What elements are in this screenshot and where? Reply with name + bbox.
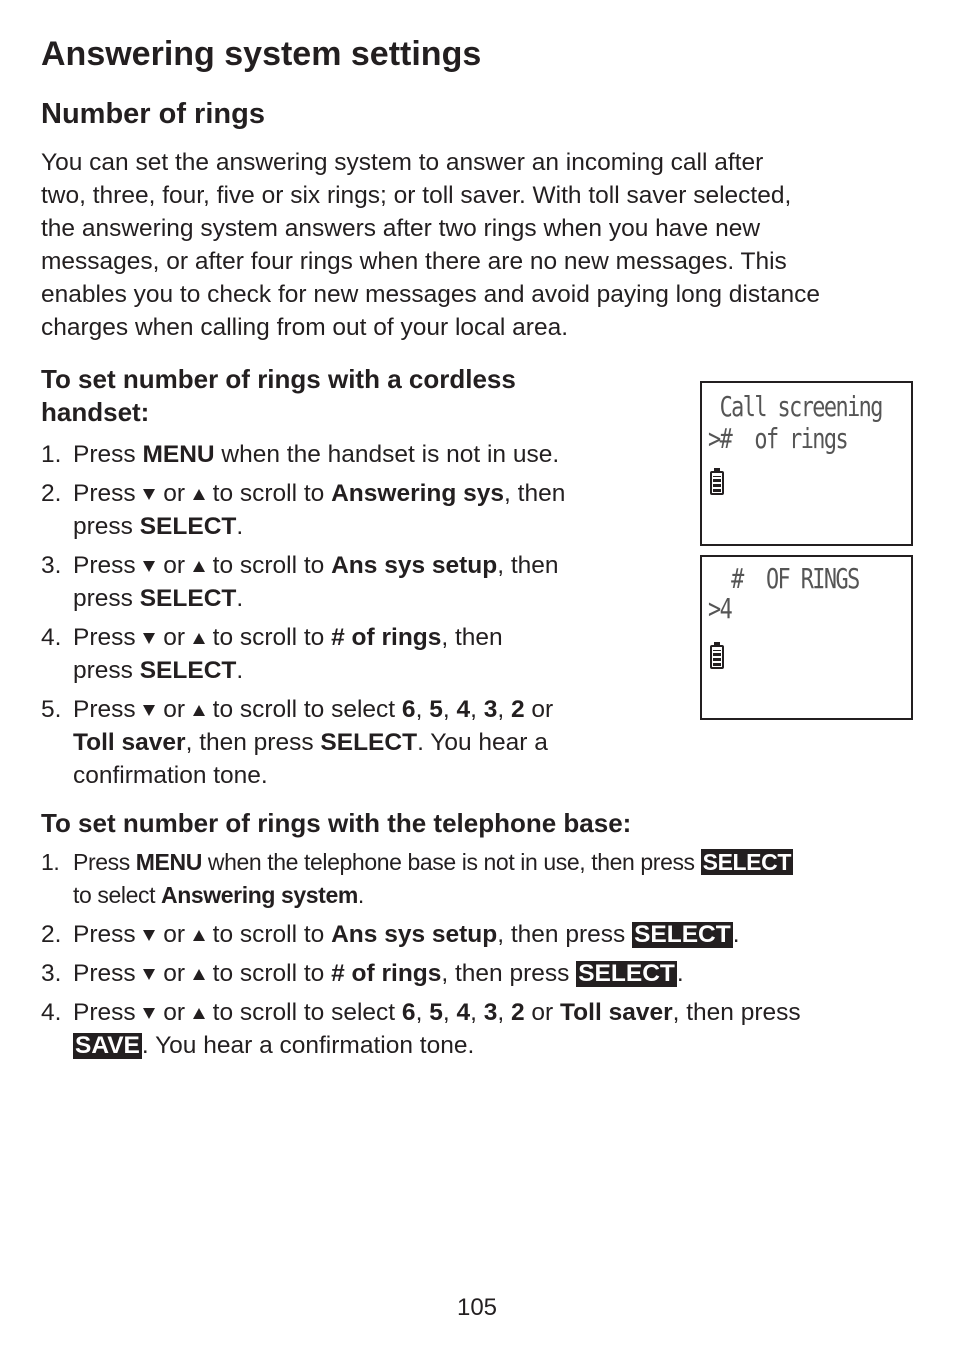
base-step-3: 3. Press or to scroll to # of rings, then press SELECT. — [41, 960, 684, 987]
page-number: 105 — [456, 1294, 498, 1321]
intro-line: charges when calling from out of your local area. — [41, 314, 569, 341]
handset-step-1: 1. Press MENU when the handset is not in use. — [41, 441, 560, 468]
screen-line: Call screening — [708, 390, 882, 423]
intro-line: messages, or after four rings when there are no new messages. This — [41, 248, 787, 275]
handset-heading-line: To set number of rings with a cordless — [41, 364, 516, 394]
down-arrow-icon — [143, 633, 155, 644]
down-arrow-icon — [143, 930, 155, 941]
intro-line: two, three, four, five or six rings; or toll saver. With toll saver selected, — [41, 182, 792, 209]
handset-step-4: 4. Press or to scroll to # of rings, then press SELECT. — [41, 624, 503, 684]
base-step-1: 1. Press MENU when the telephone base is not in use, then press SELECT to select Answering system. — [41, 849, 791, 908]
save-key: SAVE — [75, 1032, 140, 1059]
select-key: SELECT — [578, 960, 675, 987]
base-heading: To set number of rings with the telephone base: — [41, 808, 632, 838]
down-arrow-icon — [143, 561, 155, 572]
battery-icon — [710, 471, 724, 495]
down-arrow-icon — [143, 1008, 155, 1019]
down-arrow-icon — [143, 969, 155, 980]
handset-step-3: 3. Press or to scroll to Ans sys setup, then press SELECT. — [41, 552, 559, 612]
intro-line: enables you to check for new messages and avoid paying long distance — [41, 281, 821, 308]
screen-line: ># of rings — [708, 422, 848, 455]
page-title: Answering system settings — [41, 35, 482, 73]
down-arrow-icon — [143, 489, 155, 500]
up-arrow-icon — [193, 969, 205, 980]
handset-heading-line: handset: — [41, 397, 150, 427]
select-key: SELECT — [634, 921, 731, 948]
handset-steps — [41, 438, 641, 798]
intro-paragraph — [41, 146, 921, 344]
intro-line: the answering system answers after two rings when you have new — [41, 215, 761, 242]
battery-icon — [710, 645, 724, 669]
up-arrow-icon — [193, 633, 205, 644]
handset-step-2: 2. Press or to scroll to Answering sys, then press SELECT. — [41, 480, 566, 540]
handset-screen-call-screening — [700, 381, 913, 546]
handset-screen-num-rings — [700, 555, 913, 720]
up-arrow-icon — [193, 489, 205, 500]
up-arrow-icon — [193, 561, 205, 572]
handset-heading — [41, 363, 641, 429]
screen-line: # OF RINGS — [708, 562, 859, 595]
up-arrow-icon — [193, 1008, 205, 1019]
handset-step-5: 5. Press or to scroll to select 6, 5, 4, 3, 2 or Toll saver, then press SELECT. You hear a confirmation tone. — [41, 696, 554, 789]
screen-line: >4 — [708, 592, 732, 625]
base-step-2: 2. Press or to scroll to Ans sys setup, then press SELECT. — [41, 921, 740, 948]
down-arrow-icon — [143, 705, 155, 716]
select-key: SELECT — [702, 849, 791, 875]
intro-line: You can set the answering system to answer an incoming call after — [41, 149, 764, 176]
base-steps — [41, 846, 921, 1068]
up-arrow-icon — [193, 705, 205, 716]
base-step-4: 4. Press or to scroll to select 6, 5, 4, 3, 2 or Toll saver, then press SAVE. You hear a confirmation tone. — [41, 999, 801, 1059]
section-heading: Number of rings — [41, 98, 265, 130]
up-arrow-icon — [193, 930, 205, 941]
